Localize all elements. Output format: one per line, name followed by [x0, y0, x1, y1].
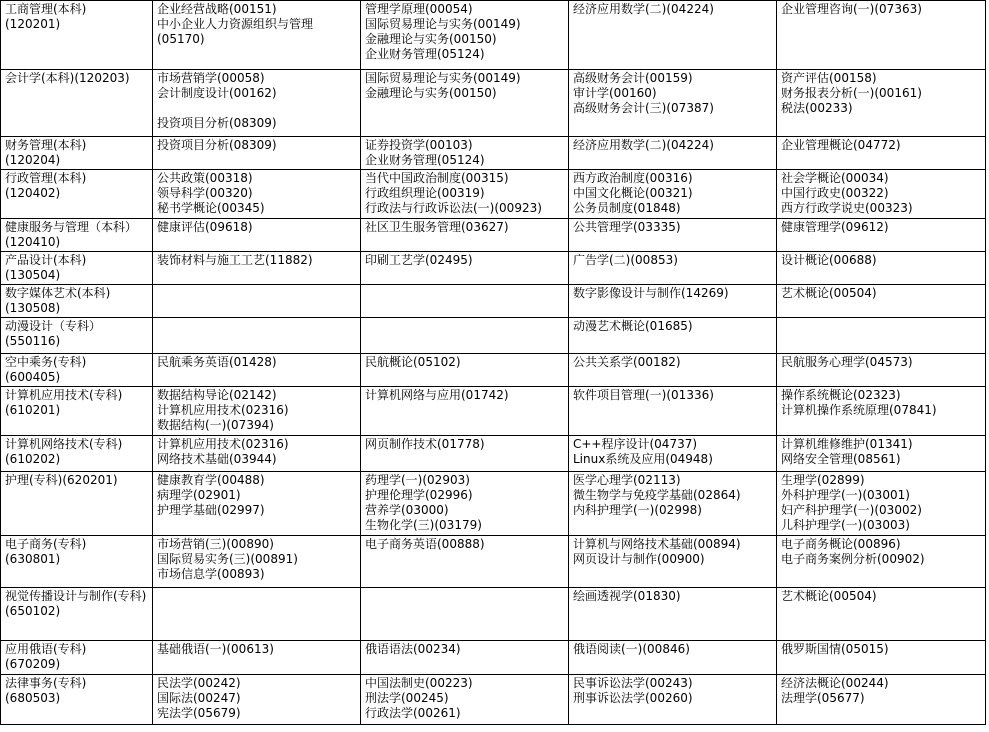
major-cell	[1, 252, 153, 285]
course-line: 国际贸易理论与实务(00149)	[365, 17, 521, 31]
course-line: 民航乘务英语(01428)	[157, 355, 277, 369]
course-cell-col3	[569, 318, 777, 354]
course-cell-col1	[153, 588, 361, 641]
table-row	[1, 387, 986, 436]
course-line: 民航概论(05102)	[365, 355, 461, 369]
course-line: 民法学(00242)	[157, 676, 241, 690]
course-line: 电子商务英语(00888)	[365, 537, 485, 551]
table-body	[1, 1, 986, 725]
course-line: 民事诉讼法学(00243)	[573, 676, 693, 690]
course-cell-col2	[361, 1, 569, 70]
course-cell-col1	[153, 675, 361, 725]
course-cell-col4	[777, 318, 986, 354]
course-line: 设计概论(00688)	[781, 253, 877, 267]
course-line: 市场信息学(00893)	[157, 567, 265, 581]
course-line: (05170)	[157, 32, 205, 46]
table-row	[1, 588, 986, 641]
major-cell	[1, 170, 153, 219]
course-line: 财务报表分析(一)(00161)	[781, 86, 922, 100]
course-line: 医学心理学(02113)	[573, 473, 681, 487]
major-cell	[1, 641, 153, 675]
major-name-line: 工商管理(本科)	[5, 2, 87, 16]
course-cell-col2	[361, 436, 569, 472]
course-line: 操作系统概论(02323)	[781, 388, 901, 402]
course-line: 社区卫生服务管理(03627)	[365, 220, 509, 234]
table-row	[1, 1, 986, 70]
course-line: 公共管理学(03335)	[573, 220, 681, 234]
course-line: 计算机应用技术(02316)	[157, 437, 289, 451]
course-line: 数字影像设计与制作(14269)	[573, 286, 729, 300]
major-name-line: (120204)	[5, 153, 61, 167]
major-name-line: 电子商务(专科)	[5, 537, 87, 551]
course-line: 当代中国政治制度(00315)	[365, 171, 509, 185]
course-line: 行政法学(00261)	[365, 706, 461, 720]
major-name-line: 法律事务(专科)	[5, 676, 87, 690]
major-cell	[1, 318, 153, 354]
major-name-line: 健康服务与管理（本科）	[5, 220, 138, 234]
course-line: 中国法制史(00223)	[365, 676, 473, 690]
course-line: 审计学(00160)	[573, 86, 657, 100]
major-cell	[1, 219, 153, 252]
course-line: 国际贸易理论与实务(00149)	[365, 71, 521, 85]
course-line: 金融理论与实务(00150)	[365, 86, 497, 100]
table-row	[1, 137, 986, 170]
course-line: 民航服务心理学(04573)	[781, 355, 913, 369]
course-line: 企业经营战略(00151)	[157, 2, 277, 16]
course-line: 高级财务会计(00159)	[573, 71, 693, 85]
major-name-line: 行政管理(本科)	[5, 171, 87, 185]
major-name-line: 财务管理(本科)	[5, 138, 87, 152]
table-row	[1, 354, 986, 387]
course-line: 西方政治制度(00316)	[573, 171, 693, 185]
course-line: 数据结构(一)(07394)	[157, 418, 274, 432]
course-cell-col3	[569, 354, 777, 387]
course-line: 动漫艺术概论(01685)	[573, 319, 693, 333]
course-cell-col2	[361, 472, 569, 536]
course-line: 金融理论与实务(00150)	[365, 32, 497, 46]
course-line: 税法(00233)	[781, 101, 853, 115]
course-line: 中国行政史(00322)	[781, 186, 889, 200]
course-cell-col3	[569, 536, 777, 588]
course-cell-col2	[361, 318, 569, 354]
course-cell-col1	[153, 285, 361, 318]
course-line: 投资项目分析(08309)	[157, 116, 277, 130]
course-line: 企业管理概论(04772)	[781, 138, 901, 152]
course-cell-col3	[569, 387, 777, 436]
course-line: 网页制作技术(01778)	[365, 437, 485, 451]
course-cell-col4	[777, 70, 986, 137]
course-line: 电子商务概论(00896)	[781, 537, 901, 551]
course-cell-col1	[153, 318, 361, 354]
course-line: 药理学(一)(02903)	[365, 473, 470, 487]
course-line: 广告学(二)(00853)	[573, 253, 678, 267]
course-line: 计算机应用技术(02316)	[157, 403, 289, 417]
course-line: 健康教育学(00488)	[157, 473, 265, 487]
major-name-line: (120402)	[5, 186, 61, 200]
course-cell-col3	[569, 472, 777, 536]
table-row	[1, 472, 986, 536]
course-line: 基础俄语(一)(00613)	[157, 642, 274, 656]
course-line: 网络技术基础(03944)	[157, 452, 277, 466]
course-line: 计算机操作系统原理(07841)	[781, 403, 937, 417]
course-line: 公共政策(00318)	[157, 171, 253, 185]
course-cell-col4	[777, 641, 986, 675]
course-cell-col4	[777, 472, 986, 536]
course-cell-col4	[777, 436, 986, 472]
course-line: 护理学基础(02997)	[157, 503, 265, 517]
major-name-line: (120201)	[5, 17, 61, 31]
course-line: 社会学概论(00034)	[781, 171, 889, 185]
course-cell-col1	[153, 1, 361, 70]
course-cell-col1	[153, 387, 361, 436]
course-line: 宪法学(05679)	[157, 706, 241, 720]
table-row	[1, 536, 986, 588]
course-line: 领导科学(00320)	[157, 186, 253, 200]
course-line: 俄语语法(00234)	[365, 642, 461, 656]
course-cell-col4	[777, 285, 986, 318]
course-cell-col3	[569, 219, 777, 252]
course-line: 行政法与行政诉讼法(一)(00923)	[365, 201, 542, 215]
course-line: 内科护理学(一)(02998)	[573, 503, 702, 517]
major-name-line: 视觉传播设计与制作(专科)	[5, 589, 147, 603]
course-line: Linux系统及应用(04948)	[573, 452, 713, 466]
course-line: 计算机与网络技术基础(00894)	[573, 537, 741, 551]
course-line: 印刷工艺学(02495)	[365, 253, 473, 267]
course-cell-col2	[361, 641, 569, 675]
table-row	[1, 318, 986, 354]
major-cell	[1, 472, 153, 536]
course-cell-col4	[777, 137, 986, 170]
major-cell	[1, 285, 153, 318]
course-cell-col2	[361, 137, 569, 170]
course-cell-col2	[361, 285, 569, 318]
course-cell-col2	[361, 588, 569, 641]
course-line: 公共关系学(00182)	[573, 355, 681, 369]
major-cell	[1, 1, 153, 70]
major-name-line: (120410)	[5, 235, 61, 249]
course-line: 外科护理学(一)(03001)	[781, 488, 910, 502]
course-cell-col4	[777, 170, 986, 219]
course-cell-col1	[153, 170, 361, 219]
course-line: 刑法学(00245)	[365, 691, 449, 705]
course-line: 护理伦理学(02996)	[365, 488, 473, 502]
course-cell-col3	[569, 641, 777, 675]
table-row	[1, 436, 986, 472]
major-name-line: (550116)	[5, 334, 61, 348]
course-line: 市场营销(三)(00890)	[157, 537, 274, 551]
course-cell-col1	[153, 472, 361, 536]
major-name-line: 产品设计(本科)	[5, 253, 87, 267]
course-line: C++程序设计(04737)	[573, 437, 698, 451]
course-cell-col3	[569, 252, 777, 285]
course-line: 电子商务案例分析(00902)	[781, 552, 925, 566]
course-cell-col3	[569, 588, 777, 641]
course-line: 俄罗斯国情(05015)	[781, 642, 889, 656]
course-line: 微生物学与免疫学基础(02864)	[573, 488, 741, 502]
major-name-line: (630801)	[5, 552, 61, 566]
course-line: 高级财务会计(三)(07387)	[573, 101, 714, 115]
course-line: 证券投资学(00103)	[365, 138, 473, 152]
major-name-line: 动漫设计（专科）	[5, 319, 102, 333]
table-row	[1, 252, 986, 285]
course-cell-col3	[569, 137, 777, 170]
course-line: 法理学(05677)	[781, 691, 865, 705]
table-row	[1, 70, 986, 137]
course-line: 刑事诉讼法学(00260)	[573, 691, 693, 705]
course-line: 健康评估(09618)	[157, 220, 253, 234]
course-cell-col2	[361, 536, 569, 588]
course-line: 西方行政学说史(00323)	[781, 201, 913, 215]
major-cell	[1, 588, 153, 641]
major-name-line: (680503)	[5, 691, 61, 705]
major-cell	[1, 137, 153, 170]
course-cell-col4	[777, 354, 986, 387]
course-line	[157, 101, 356, 116]
course-line: 俄语阅读(一)(00846)	[573, 642, 690, 656]
course-line: 生理学(02899)	[781, 473, 865, 487]
major-cell	[1, 387, 153, 436]
course-line: 会计制度设计(00162)	[157, 86, 277, 100]
course-cell-col1	[153, 252, 361, 285]
course-cell-col1	[153, 354, 361, 387]
course-line: 艺术概论(00504)	[781, 589, 877, 603]
major-name-line: 空中乘务(专科)	[5, 355, 87, 369]
course-line: 数据结构导论(02142)	[157, 388, 277, 402]
table-row	[1, 675, 986, 725]
course-line: 艺术概论(00504)	[781, 286, 877, 300]
major-name-line: (130504)	[5, 268, 61, 282]
course-cell-col3	[569, 436, 777, 472]
course-cell-col1	[153, 436, 361, 472]
course-line: 装饰材料与施工工艺(11882)	[157, 253, 313, 267]
course-cell-col2	[361, 70, 569, 137]
major-cell	[1, 536, 153, 588]
major-name-line: (130508)	[5, 301, 61, 315]
course-cell-col3	[569, 1, 777, 70]
course-line: 生物化学(三)(03179)	[365, 518, 482, 532]
course-line: 投资项目分析(08309)	[157, 138, 277, 152]
course-cell-col2	[361, 219, 569, 252]
major-name-line: 计算机网络技术(专科)	[5, 437, 123, 451]
course-cell-col4	[777, 588, 986, 641]
course-line: 健康管理学(09612)	[781, 220, 889, 234]
course-line: 网络安全管理(08561)	[781, 452, 901, 466]
major-cell	[1, 354, 153, 387]
course-line: 企业财务管理(05124)	[365, 153, 485, 167]
course-line: 经济应用数学(二)(04224)	[573, 2, 714, 16]
course-line: 经济法概论(00244)	[781, 676, 889, 690]
course-cell-col3	[569, 70, 777, 137]
course-line: 经济应用数学(二)(04224)	[573, 138, 714, 152]
course-line: 中国文化概论(00321)	[573, 186, 693, 200]
course-line: 网页设计与制作(00900)	[573, 552, 705, 566]
major-cell	[1, 70, 153, 137]
course-cell-col3	[569, 675, 777, 725]
course-line: 软件项目管理(一)(01336)	[573, 388, 714, 402]
course-cell-col4	[777, 252, 986, 285]
course-cell-col4	[777, 387, 986, 436]
major-cell	[1, 436, 153, 472]
course-line: 秘书学概论(00345)	[157, 201, 265, 215]
course-line: 管理学原理(00054)	[365, 2, 473, 16]
table-row	[1, 219, 986, 252]
course-cell-col1	[153, 70, 361, 137]
course-line: 资产评估(00158)	[781, 71, 877, 85]
course-cell-col4	[777, 1, 986, 70]
course-line: 病理学(02901)	[157, 488, 241, 502]
course-cell-col2	[361, 252, 569, 285]
major-name-line: 应用俄语(专科)	[5, 642, 87, 656]
course-line: 计算机维修维护(01341)	[781, 437, 913, 451]
major-name-line: (650102)	[5, 604, 61, 618]
course-cell-col4	[777, 219, 986, 252]
major-name-line: 护理(专科)(620201)	[5, 473, 118, 487]
major-name-line: (610202)	[5, 452, 61, 466]
course-line: 市场营销学(00058)	[157, 71, 265, 85]
major-name-line: 数字媒体艺术(本科)	[5, 286, 111, 300]
course-cell-col2	[361, 354, 569, 387]
course-line: 妇产科护理学(一)(03002)	[781, 503, 922, 517]
course-cell-col2	[361, 170, 569, 219]
major-name-line: 会计学(本科)(120203)	[5, 71, 130, 85]
course-line: 绘画透视学(01830)	[573, 589, 681, 603]
course-cell-col2	[361, 387, 569, 436]
course-line: 行政组织理论(00319)	[365, 186, 485, 200]
course-cell-col4	[777, 536, 986, 588]
major-name-line: (600405)	[5, 370, 61, 384]
table-row	[1, 285, 986, 318]
course-line: 企业财务管理(05124)	[365, 47, 485, 61]
course-line: 营养学(03000)	[365, 503, 449, 517]
course-line: 儿科护理学(一)(03003)	[781, 518, 910, 532]
course-cell-col1	[153, 641, 361, 675]
major-name-line: 计算机应用技术(专科)	[5, 388, 123, 402]
course-cell-col1	[153, 137, 361, 170]
course-cell-col1	[153, 219, 361, 252]
course-cell-col3	[569, 170, 777, 219]
course-cell-col4	[777, 675, 986, 725]
table-row	[1, 170, 986, 219]
table-row	[1, 641, 986, 675]
course-line: 公务员制度(01848)	[573, 201, 681, 215]
major-cell	[1, 675, 153, 725]
course-cell-col2	[361, 675, 569, 725]
course-line: 中小企业人力资源组织与管理	[157, 17, 314, 31]
major-name-line: (670209)	[5, 657, 61, 671]
major-name-line: (610201)	[5, 403, 61, 417]
course-line: 国际法(00247)	[157, 691, 241, 705]
course-line: 国际贸易实务(三)(00891)	[157, 552, 298, 566]
course-cell-col1	[153, 536, 361, 588]
course-line: 计算机网络与应用(01742)	[365, 388, 509, 402]
course-line: 企业管理咨询(一)(07363)	[781, 2, 922, 16]
course-cell-col3	[569, 285, 777, 318]
